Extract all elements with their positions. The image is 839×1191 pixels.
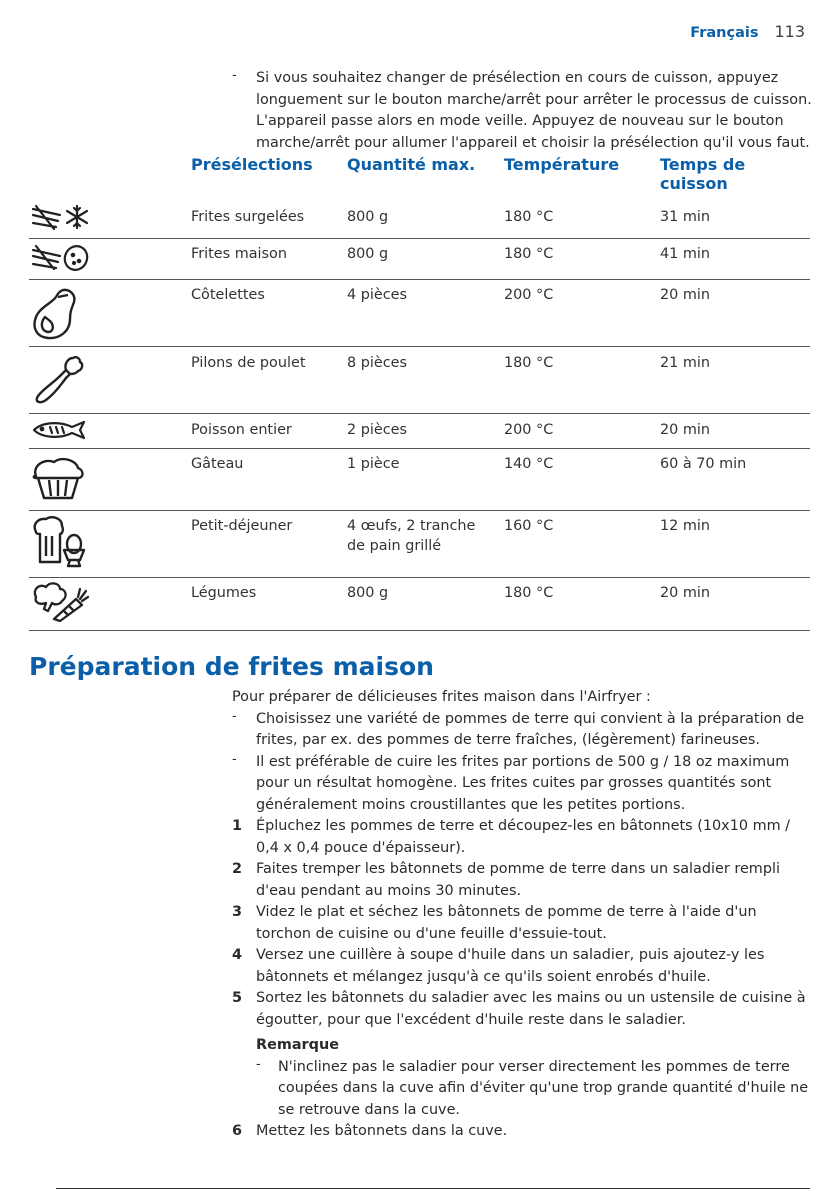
row-divider <box>29 346 810 347</box>
preset-name: Côtelettes <box>191 287 265 303</box>
preset-name: Légumes <box>191 585 257 601</box>
note-title: Remarque <box>256 1037 339 1053</box>
max-quantity: 800 g <box>347 585 389 601</box>
fish-icon <box>30 419 88 441</box>
intro-bullet <box>232 68 812 154</box>
step-item <box>232 902 812 945</box>
footer-rule <box>56 1188 810 1189</box>
cooking-time: 21 min <box>660 355 711 371</box>
row-divider <box>29 577 810 578</box>
step-item <box>232 859 812 902</box>
bullet-dash: - <box>232 68 237 83</box>
step-number: 6 <box>232 1123 243 1139</box>
step-text: Mettez les bâtonnets dans la cuve. <box>256 1123 508 1139</box>
max-quantity: 1 pièce <box>347 456 400 472</box>
step-item <box>232 945 812 988</box>
page-header <box>690 22 805 41</box>
temperature: 200 °C <box>504 287 554 303</box>
step-number: 2 <box>232 861 243 877</box>
cake-icon <box>30 454 86 502</box>
step-number: 4 <box>232 947 243 963</box>
step-number: 3 <box>232 904 243 920</box>
preset-name: Pilons de poulet <box>191 355 306 371</box>
preset-name: Frites surgelées <box>191 209 305 225</box>
cooking-time: 41 min <box>660 246 711 262</box>
cooking-time: 20 min <box>660 585 711 601</box>
step-text: Sortez les bâtonnets du saladier avec les mains ou un ustensile de cuisine à égoutter, pour que l'excédent d'huile reste dans le saladier. <box>256 990 806 1028</box>
max-quantity: 800 g <box>347 209 389 225</box>
temperature: 180 °C <box>504 355 554 371</box>
step-text: Versez une cuillère à soupe d'huile dans un saladier, puis ajoutez-y les bâtonnets et mélangez jusqu'à ce qu'ils soient enrobés d'huile. <box>256 947 765 985</box>
intro-note <box>232 68 812 154</box>
temperature: 180 °C <box>504 246 554 262</box>
tip-bullet <box>232 709 812 752</box>
section-title: Préparation de frites maison <box>29 652 434 681</box>
breakfast-icon <box>30 516 88 568</box>
temperature: 140 °C <box>504 456 554 472</box>
instructions-body <box>232 687 812 1143</box>
cooking-time: 12 min <box>660 518 711 534</box>
cooking-time: 31 min <box>660 209 711 225</box>
header-presets: Présélections <box>191 155 313 174</box>
vegetables-icon <box>30 581 90 623</box>
language-label: Français <box>690 25 759 41</box>
temperature: 180 °C <box>504 585 554 601</box>
tip-text: Choisissez une variété de pommes de terre qui convient à la préparation de frites, par ex. des pommes de terre fraîches, (légèrement) farineuses. <box>256 710 805 748</box>
max-quantity: 2 pièces <box>347 422 407 438</box>
note-block <box>232 1035 812 1121</box>
row-divider <box>29 413 810 414</box>
step-item <box>232 816 812 859</box>
page-number: 113 <box>774 22 805 41</box>
chop-icon <box>30 287 80 341</box>
step-item <box>232 988 812 1031</box>
preset-name: Frites maison <box>191 246 287 262</box>
row-divider <box>29 279 810 280</box>
header-quantity: Quantité max. <box>347 155 476 174</box>
row-divider <box>29 630 810 631</box>
fries-homemade-icon <box>30 242 92 272</box>
max-quantity: 4 pièces <box>347 287 407 303</box>
header-time: Temps de cuisson <box>660 155 746 193</box>
note-bullet <box>256 1057 812 1122</box>
row-divider <box>29 238 810 239</box>
step-text: Videz le plat et séchez les bâtonnets de pomme de terre à l'aide d'un torchon de cuisine ou d'une feuille d'essuie-tout. <box>256 904 757 942</box>
intro-text: Si vous souhaitez changer de présélection en cours de cuisson, appuyez longuement sur le bouton marche/arrêt pour arrêter le processus de cuisson. L'appareil passe alors en mode veille. Appuyez de nouveau sur le bouton marche/arrêt pour allumer l'appareil et choisir la présélection qu'il vous faut. <box>256 70 812 151</box>
step-item <box>232 1121 812 1143</box>
bullet-dash: - <box>232 751 237 767</box>
max-quantity: 8 pièces <box>347 355 407 371</box>
temperature: 160 °C <box>504 518 554 534</box>
preset-name: Gâteau <box>191 456 244 472</box>
note-text: N'inclinez pas le saladier pour verser directement les pommes de terre coupées dans la cuve afin d'éviter qu'une trop grande quantité d'huile ne se retrouve dans la cuve. <box>278 1058 809 1118</box>
drumstick-icon <box>30 352 86 404</box>
cooking-time: 20 min <box>660 287 711 303</box>
bullet-dash: - <box>256 1056 261 1072</box>
step-text: Épluchez les pommes de terre et découpez-les en bâtonnets (10x10 mm / 0,4 x 0,4 pouce d'épaisseur). <box>256 818 791 856</box>
temperature: 180 °C <box>504 209 554 225</box>
tip-text: Il est préférable de cuire les frites par portions de 500 g / 18 oz maximum pour un résultat homogène. Les frites cuites par grosses quantités sont généralement moins croustillantes que les petites portions. <box>256 753 790 813</box>
bullet-dash: - <box>232 708 237 724</box>
fries-frozen-icon <box>30 203 92 231</box>
cooking-time: 60 à 70 min <box>660 456 747 472</box>
row-divider <box>29 510 810 511</box>
cooking-time: 20 min <box>660 422 711 438</box>
lead-text: Pour préparer de délicieuses frites maison dans l'Airfryer : <box>232 689 651 705</box>
row-divider <box>29 448 810 449</box>
max-quantity: 4 œufs, 2 tranche de pain grillé <box>347 518 476 554</box>
step-number: 1 <box>232 818 243 834</box>
temperature: 200 °C <box>504 422 554 438</box>
header-temperature: Température <box>504 155 620 174</box>
preset-name: Poisson entier <box>191 422 292 438</box>
step-number: 5 <box>232 990 243 1006</box>
max-quantity: 800 g <box>347 246 389 262</box>
step-text: Faites tremper les bâtonnets de pomme de terre dans un saladier rempli d'eau pendant au moins 30 minutes. <box>256 861 780 899</box>
tip-bullet <box>232 752 812 817</box>
preset-name: Petit-déjeuner <box>191 518 293 534</box>
